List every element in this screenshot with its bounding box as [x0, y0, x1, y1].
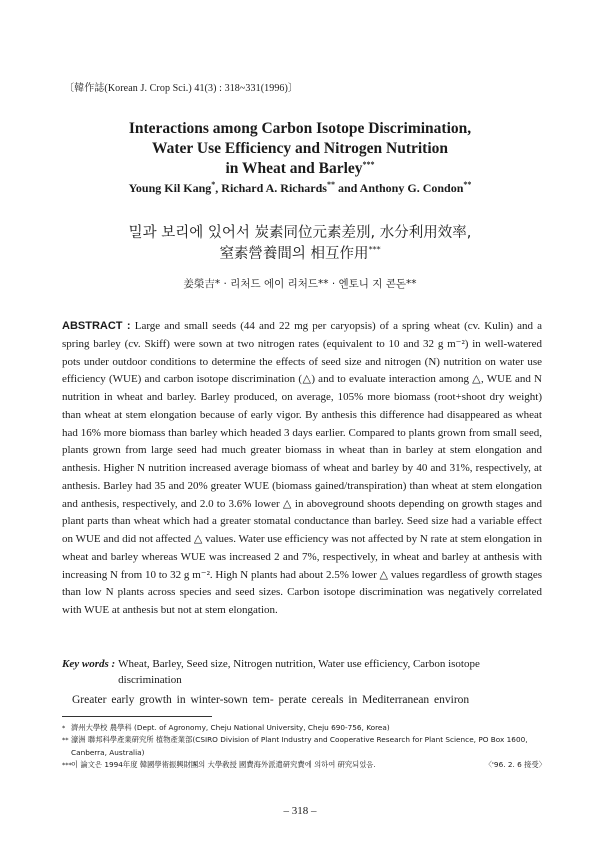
korean-title	[40, 223, 560, 265]
korean-title-mark: ***	[368, 245, 381, 255]
korean-title-line-2-text: 窒素營養間의 相互作用	[219, 246, 369, 262]
paper-title	[40, 119, 560, 179]
author-1: Young Kil Kang	[128, 181, 212, 195]
author-2-mark: **	[326, 180, 335, 189]
author-2: Richard A. Richards	[221, 181, 327, 195]
title-line-3	[40, 159, 560, 179]
footnote-1	[62, 722, 546, 734]
title-line-2: Water Use Efficiency and Nitrogen Nutrition	[151, 140, 449, 157]
korean-title-line-2	[40, 244, 560, 265]
title-line-3-text: in Wheat and Barley	[225, 160, 363, 177]
footnote-divider	[62, 716, 212, 717]
author-3: Anthony G. Condon	[359, 181, 464, 195]
body-text-start: Greater early growth in winter-sown tem- perate cereals in Mediterranean environ	[72, 694, 470, 706]
footnotes	[62, 722, 546, 771]
author-1-mark: *	[211, 180, 216, 189]
korean-author-list: 姜榮吉* · 리처드 에이 리처드** · 엔토니 지 콘돈**	[183, 278, 417, 290]
keywords-label: Key words :	[62, 658, 116, 670]
footnote-3	[62, 759, 546, 771]
footnote-2	[62, 734, 546, 759]
author-list	[40, 181, 560, 196]
footnote-2-text: 濠洲 聯邦科學產業硏究所 植物產業部(CSIRO Division of Plant Industry and Cooperative Research for Plant Science, PO Box 1600, Canberra, Australia)	[71, 735, 528, 757]
abstract-label: ABSTRACT :	[62, 320, 131, 332]
keywords-text: Wheat, Barley, Seed size, Nitrogen nutrition, Water use efficiency, Carbon isotope discrimination	[118, 658, 480, 686]
title-line-1: Interactions among Carbon Isotope Discrimination,	[128, 120, 472, 137]
author-separator-2: and	[334, 181, 360, 195]
korean-title-line-1: 밀과 보리에 있어서 炭素同位元素差別, 水分利用效率,	[128, 225, 472, 241]
abstract	[62, 318, 542, 620]
footnote-3-mark: ***	[62, 760, 72, 769]
keywords	[62, 656, 542, 688]
footnote-2-mark: **	[62, 736, 69, 745]
page-number: – 318 –	[283, 805, 317, 817]
author-3-mark: **	[463, 180, 472, 189]
author-separator-1: ,	[215, 181, 222, 195]
footnote-1-text: 濟州大學校 農學科 (Dept. of Agronomy, Cheju National University, Cheju 690-756, Korea)	[71, 723, 390, 732]
journal-reference: 〔韓作誌(Korean J. Crop Sci.) 41(3) : 318~331(1996)〕	[64, 83, 299, 94]
abstract-text: Large and small seeds (44 and 22 mg per caryopsis) of a spring wheat (cv. Kulin) and a spring barley (cv. Skiff) were sown at two nitrogen rates (equivalent to 10 and 32 g m⁻²) in well-watered pots under outdoor conditions to determine the effects of seed size and nitrogen (N) nutrition on water use efficiency (WUE) and carbon isotope discrimination (△) and to evaluate interaction among △, WUE and N nutrition in wheat and barley. Barley produced, on average, 105% more biomass (root+shoot dry weight) than wheat at stem elongation because of early vigor. By anthesis this difference had disappeared as wheat had 16% more biomass than barley which headed 3 days earlier. Compared to plants grown from small seed, plants grown from large seed had much greater biomass in wheat than in barley at stem elongation and anthesis. Higher N nutrition increased average biomass of wheat and barley by 40 and 31%, respectively, at anthesis. Barley had 35 and 20% greater WUE (biomass gained/transpiration) than wheat at stem elongation and anthesis, respectively, and 2.0 to 3.6% lower △ in aboveground shoots depending on growth stages and plant parts than wheat which had a greater stomatal conductance than barley. Seed size had a variable effect on WUE and did not affected △ values. Water use efficiency was not affected by N rate at stem elongation in wheat and barley whereas WUE was increased 2 and 7%, respectively, in wheat and barley at anthesis with increasing N from 10 to 32 g m⁻². High N plants had about 2.5% lower △ values regardless of growth stages than low N plants across species and seed sizes. Carbon isotope discrimination was negatively correlated with WUE at anthesis but not at stem elongation.	[62, 320, 543, 616]
footnote-3-text: 이 論文은 1994年度 韓國學術振興財團의 大學敎授 國費海外派遣硏究費에 의하여 硏究되었음.	[71, 759, 376, 769]
title-footnote-mark: ***	[362, 159, 375, 169]
footnote-1-mark: *	[62, 724, 66, 732]
received-date: 〈'96. 2. 6 接受〉	[484, 759, 546, 769]
